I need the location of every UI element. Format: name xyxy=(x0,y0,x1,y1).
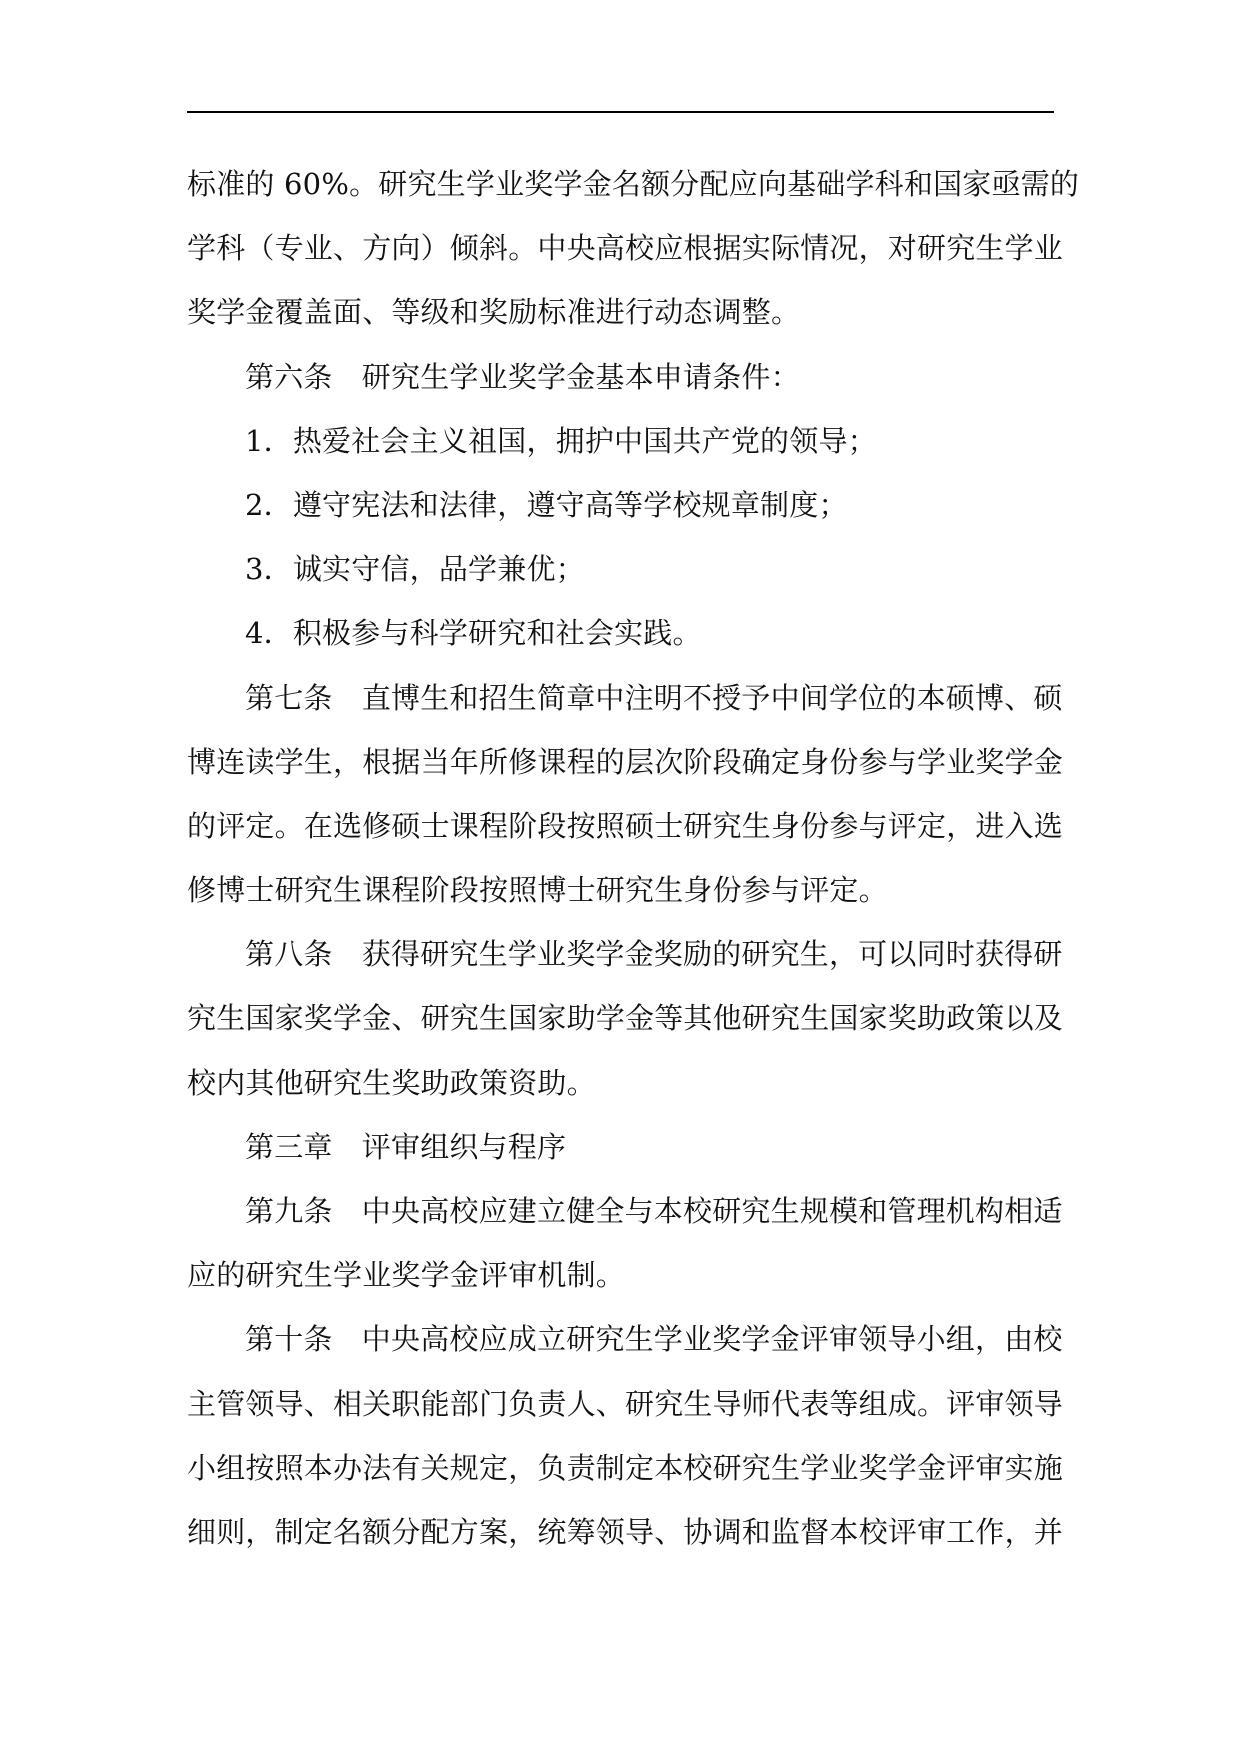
text-line: 小组按照本办法有关规定，负责制定本校研究生学业奖学金评审实施 xyxy=(187,1450,1064,1485)
chapter-heading: 第三章 评审组织与程序 xyxy=(245,1129,567,1164)
article-heading-line: 第八条 获得研究生学业奖学金奖励的研究生，可以同时获得研 xyxy=(245,937,1063,972)
article-heading-line: 第六条 研究生学业奖学金基本申请条件： xyxy=(245,359,800,394)
text-line: 修博士研究生课程阶段按照博士研究生身份参与评定。 xyxy=(187,873,888,908)
article-heading-line: 第十条 中央高校应成立研究生学业奖学金评审领导小组，由校 xyxy=(245,1322,1063,1357)
text-line: 的评定。在选修硕士课程阶段按照硕士研究生身份参与评定，进入选 xyxy=(187,808,1064,843)
document-body xyxy=(187,152,1080,1564)
text-line: 应的研究生学业奖学金评审机制。 xyxy=(187,1258,626,1293)
list-item: 3．诚实守信，品学兼优； xyxy=(245,552,585,587)
article-heading-line: 第九条 中央高校应建立健全与本校研究生规模和管理机构相适 xyxy=(245,1194,1063,1228)
header-rule xyxy=(187,111,1054,113)
text-line: 主管领导、相关职能部门负责人、研究生导师代表等组成。评审领导 xyxy=(187,1386,1064,1421)
text-line: 奖学金覆盖面、等级和奖励标准进行动态调整。 xyxy=(187,295,801,330)
text-line: 博连读学生，根据当年所修课程的层次阶段确定身份参与学业奖学金 xyxy=(187,744,1064,779)
article-heading-line: 第七条 直博生和招生简章中注明不授予中间学位的本硕博、硕 xyxy=(245,680,1063,715)
text-line: 究生国家奖学金、研究生国家助学金等其他研究生国家奖助政策以及 xyxy=(187,1001,1064,1036)
text-line: 细则，制定名额分配方案，统筹领导、协调和监督本校评审工作，并 xyxy=(187,1514,1064,1549)
text-line: 学科（专业、方向）倾斜。中央高校应根据实际情况，对研究生学业 xyxy=(187,231,1064,266)
list-item: 2．遵守宪法和法律，遵守高等学校规章制度； xyxy=(245,487,848,522)
list-item: 1．热爱社会主义祖国，拥护中国共产党的领导； xyxy=(245,423,877,458)
text-line: 校内其他研究生奖助政策资助。 xyxy=(187,1065,596,1100)
text-line: 标准的 60%。研究生学业奖学金名额分配应向基础学科和国家亟需的 xyxy=(187,167,1080,201)
list-item: 4．积极参与科学研究和社会实践。 xyxy=(245,616,702,651)
